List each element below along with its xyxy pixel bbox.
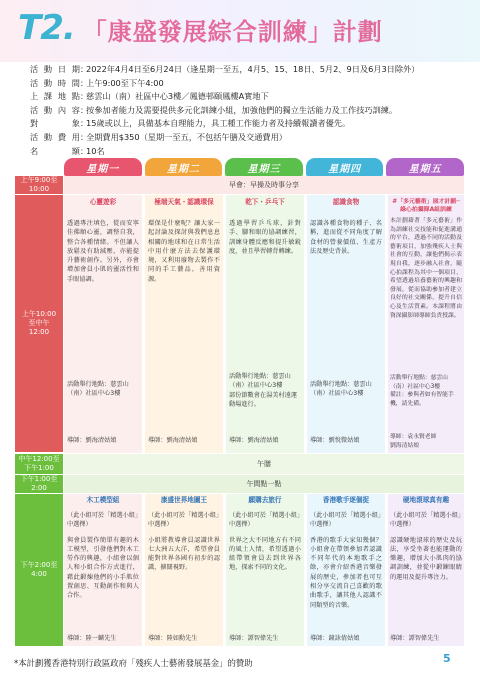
session-description: 香港的歌手大家知幾個？小組會在帶領參加者認識不同年代的本地歌手之餘，亦會介紹香港音樂發展的歷史，參加者也可互相分享交流自己喜歡的歌曲歌手，讓其他人認識不同類型的音樂。 <box>310 536 382 609</box>
pm-session-monday <box>67 496 139 644</box>
morning-assembly-row: 早會：早操及時事分享 <box>64 176 464 194</box>
tab-tuesday: 星期二 <box>145 158 223 176</box>
info-row: 對 象 ： 15歲或以上，具備基本自理能力，具工種工作能力者及持續報讀者優先。 <box>30 117 470 131</box>
info-row: 名 額 ： 10名 <box>30 145 470 159</box>
session-title: 心靈遊彩 <box>89 198 117 206</box>
sponsor-footnote: *本計劃獲香港特別行政區政府「殘疾人士藝術發展基金」的贊助 <box>14 658 253 668</box>
session-description: 透過學習乒乓球，針對手、腳和眼的協調練習，訓練身體反應和提升敏銳度，並且學習轉背轉練。 <box>229 220 301 255</box>
info-key: 對 象 <box>30 118 80 129</box>
info-value: 上午9:00至下午4:00 <box>86 77 164 88</box>
page-number: 5 <box>443 652 451 665</box>
info-key: 活動日期 <box>30 64 80 74</box>
programme-title: 「康盛發展綜合訓練」計劃 <box>82 18 383 46</box>
pm-session-thursday <box>310 496 382 644</box>
info-value: 15歲或以上，具備基本自理能力，具工種工作能力者及持續報讀者優先。 <box>86 118 351 129</box>
info-key: 活動時間 <box>30 77 80 88</box>
session-tutor: 導師：譚智偉先生 <box>390 635 440 642</box>
pm-session-wednesday <box>229 496 301 644</box>
session-selection-note: （此小組可於「精選小組」中選擇） <box>67 512 139 529</box>
session-description: 本計劃藉著「多元藝術」作為訓練社交技能和促進溝通的平台，透過不同的活動及藝術項目，加強殘疾人士與社會的互動，讓他們揭示表現自我，逐步融入社會，隨心拍課程為其中一個項目，希望透過培養藝術的興趣和發展，從而協助參加者建立良好的社交關係，提升自信心及生活質素。本課程將由資深攝影師導師負責授課。 <box>390 218 462 319</box>
info-row: 活動內容 ： 按參加者能力及需要提供多元化訓練小組，加強他們的獨立生活能力及工作技巧訓練。 <box>30 104 470 118</box>
tab-thursday: 星期四 <box>306 158 384 176</box>
time-slot-pm: 下午2:00至4:00 <box>15 494 63 647</box>
info-key: 名 額 <box>30 145 80 156</box>
session-description: 小組將教導會員認識世界七大洲五大洋，希望會員能對世界各國有初步的認識，擴闊視野。 <box>148 536 220 572</box>
session-tutor: 導師：劉海清姑娘 <box>229 437 279 444</box>
weekday-tabs <box>64 158 464 176</box>
session-tutor: 導師：袁永賢老師 劉海清姑娘 <box>390 434 437 449</box>
session-selection-note: （此小組可於「精選小組」中選擇） <box>148 512 220 529</box>
info-value: 2022年4月4日至6月24日（逢星期一至五，4月5、15、18日、5月2、9日及6月3日除外） <box>86 64 420 74</box>
tab-friday: 星期五 <box>386 158 464 176</box>
session-tutor: 導師：鐘詠倩姑娘 <box>310 635 360 642</box>
am-session-wednesday <box>229 198 301 450</box>
am-session-thursday <box>310 198 382 450</box>
session-description: 環保是什麼呢？讓大家一起討論及探討與我們息息相關的地球和在日常生活中用什麼方法去保護環境，又利用廢物去製作不同的手工藝品，善用資源。 <box>148 220 220 283</box>
info-value: 10名 <box>86 145 105 156</box>
session-description: 認識各種食物的種子、名稱，進而從不同角度了解食材的營養價值、生產方法及歷史背景。 <box>310 220 382 255</box>
am-session-friday <box>390 198 462 450</box>
am-session-monday <box>67 198 139 450</box>
info-row: 活動費用 ： 全期費用$350（星期一至五，不包括午膳及交通費用） <box>30 131 470 145</box>
am-session-tuesday <box>148 198 220 450</box>
session-selection-note: （此小組可於「精選小組」中選擇） <box>310 512 382 529</box>
session-title: #「多元藝術」展才計劃─綠心拍攝隊A組訓練 <box>392 199 460 213</box>
tab-wednesday: 星期三 <box>225 158 303 176</box>
session-venue: 活動舉行地點：慈雲山（南）社區中心3樓 <box>67 381 129 398</box>
session-selection-note: （此小組可於「精選小組」中選擇） <box>229 512 301 529</box>
info-key: 活動內容 <box>30 104 80 115</box>
session-venue: 活動舉行地點：慈雲山（南）社區中心3樓 <box>310 381 372 398</box>
session-title: 認識食物 <box>332 198 360 206</box>
tab-monday: 星期一 <box>64 158 142 176</box>
break-row: 午間點一點 <box>64 475 464 493</box>
session-tutor: 導師：劉悅微姑娘 <box>310 437 360 444</box>
session-description: 透過專注填色，從而安寧佳佛順心靈，調整自我，整合各種情緒。不但讓人放鬆及有助減壓，亦能提升藝術創作。另外，亦會增加會員小肌的靈活性和手眼協調。 <box>67 220 139 283</box>
session-title: 願購去旅行 <box>248 496 282 504</box>
info-value: 慈雲山（南）社區中心3樓／鳳德邨頤鳳樓A實地下 <box>86 91 269 102</box>
session-venue: 活動舉行地點：慈雲山（南）社區中心3樓 備註：參與者如有智能手機，請先備。 <box>390 375 454 407</box>
session-description: 世界之大不同地方有不同的風土人情，希望透過小組帶領會員去到世界各地，探索不同的文化。 <box>229 536 301 572</box>
session-selection-note: （此小組可於「精選小組」中選擇） <box>390 512 462 529</box>
info-row: 活動時間 ： 上午9:00至下午4:00 <box>30 77 470 91</box>
session-venue: 活動舉行地點：慈雲山（南）社區中心3樓 部份節數會在湯美村遠運動場進行。 <box>229 373 298 408</box>
programme-info <box>30 63 470 158</box>
session-title: 乾下・乒乓下 <box>245 198 285 206</box>
time-slot-am: 上午10:00至中午12:00 <box>15 195 63 453</box>
pm-session-friday <box>390 496 462 644</box>
info-value: 全期費用$350（星期一至五，不包括午膳及交通費用） <box>86 131 287 142</box>
info-row: 上課地點 ： 慈雲山（南）社區中心3樓／鳳德邨頤鳳樓A實地下 <box>30 90 470 104</box>
info-value: 按參加者能力及需要提供多元化訓練小組，加強他們的獨立生活能力及工作技巧訓練。 <box>86 104 398 115</box>
info-row: 活動日期 ： 2022年4月4日至6月24日（逢星期一至五，4月5、15、18日、5月2、9日及6月3日除外） <box>30 63 470 77</box>
session-title: 康盛世界地圖王 <box>160 496 208 504</box>
session-description: 與會員製作簡單有趣的木工模型，引發他們對木工勞作的興趣，小組會以個人和小組合作方式進行，藉此鍛煉他們的小手肌位置創思、互動創作和與人合作。 <box>67 536 139 600</box>
session-tutor: 導師：劉海清姑娘 <box>148 437 198 444</box>
session-title: 木工模型組 <box>86 496 120 504</box>
session-title: 香港歌手逐個捉 <box>322 496 370 504</box>
session-tutor: 導師：譚智偉先生 <box>229 635 279 642</box>
session-title: 極端天氣・認識環保 <box>154 198 214 206</box>
session-description: 認識硬地滾球的歷史及玩法，享受坐著也能運動的樂趣，增加大小肌肉的協調訓練，並從中鍛鍊眼睛的運用及提升專注力。 <box>390 536 462 581</box>
section-number: T2. <box>18 8 75 48</box>
info-key: 活動費用 <box>30 131 80 142</box>
time-slot-morning: 上午9:00至10:00 <box>15 176 63 195</box>
session-tutor: 導師：陸如勳先生 <box>148 635 198 642</box>
time-slot-lunch: 中午12:00至下午1:00 <box>15 454 63 475</box>
session-tutor: 導師：劉海清姑娘 <box>67 437 117 444</box>
session-tutor: 導師：陸一麟先生 <box>67 635 117 642</box>
info-key: 上課地點 <box>30 91 80 102</box>
pm-session-tuesday <box>148 496 220 644</box>
session-title: 硬地滾球真有趣 <box>402 496 450 504</box>
lunch-row: 午膳 <box>64 454 464 474</box>
time-slot-break: 下午1:00至2:00 <box>15 475 63 494</box>
page-title <box>18 4 383 50</box>
